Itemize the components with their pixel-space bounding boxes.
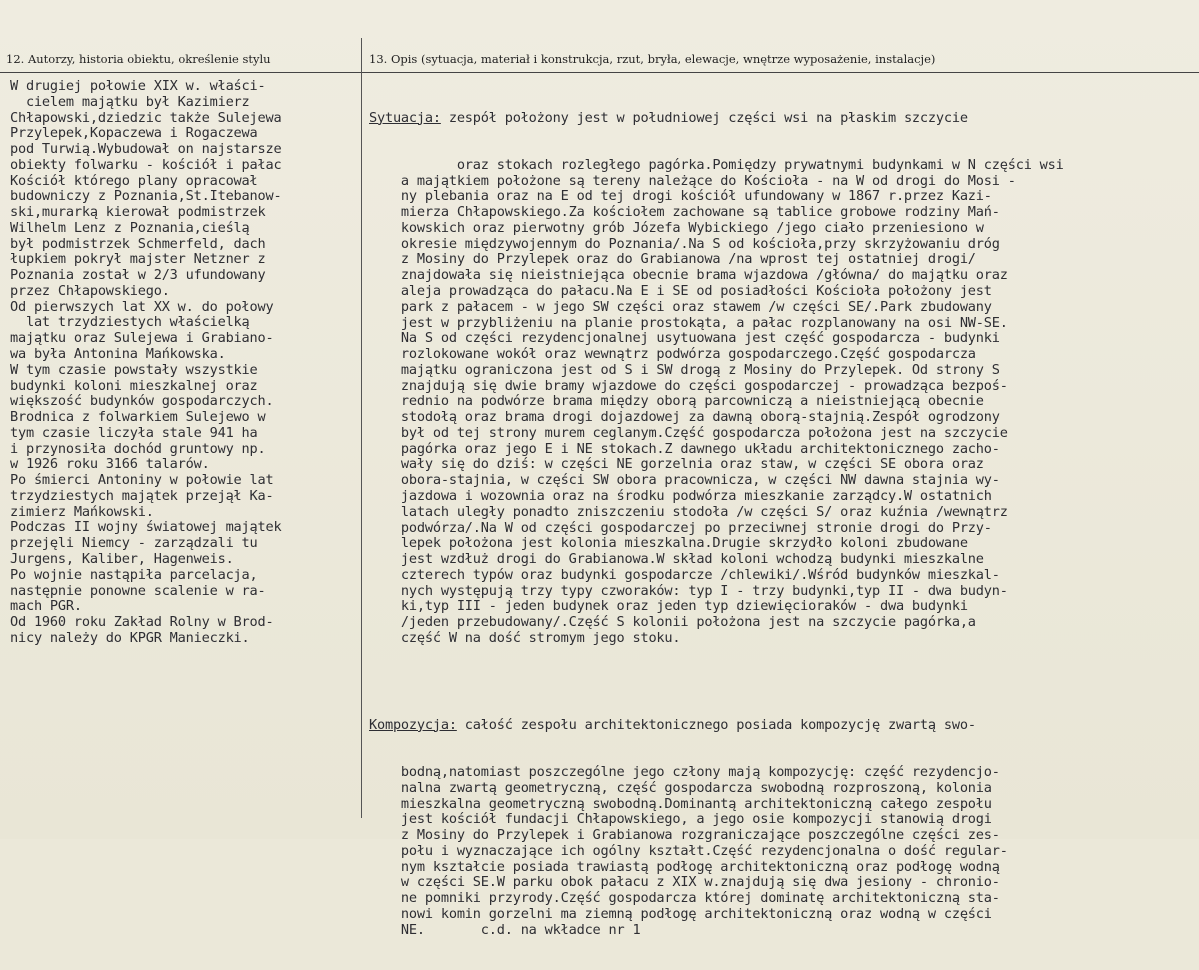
history-line: obiekty folwarku - kościół i pałac <box>10 156 282 173</box>
history-line: Od 1960 roku Zakład Rolny w Brod- <box>10 614 274 631</box>
section-13-header: 13. Opis (sytuacja, materiał i konstrukcja, rzut, bryła, elewacje, wnętrze wyposażenie, instalacje) <box>369 52 936 66</box>
history-line: przejęli Niemcy - zarządzali tu <box>10 535 258 552</box>
sytuacja-line: wały się do dziś: w części NE gorzelnia oraz staw, w części SE obora oraz <box>369 456 984 473</box>
sytuacja-line: był od tej strony murem ceglanym.Część gospodarcza położona jest na szczycie <box>369 424 1008 441</box>
history-line: trzydziestych majątek przejął Ka- <box>10 487 274 504</box>
sytuacja-line: Na S od części rezydencjonalnej usytuowana jest część gospodarcza - budynki <box>369 330 1000 347</box>
history-line: W drugiej połowie XIX w. właści- <box>10 78 266 94</box>
kompozycja-line: nowi komin gorzelni ma ziemną podłogę architektoniczną oraz wodną w części <box>369 905 992 922</box>
history-column <box>10 79 362 647</box>
sytuacja-text <box>369 158 1199 647</box>
header-divider <box>0 72 1199 73</box>
kompozycja-line: nym kształcie posiada trawiastą podłogę architektoniczną oraz podłogę wodną <box>369 858 1000 875</box>
section-12-header: 12. Autorzy, historia obiektu, określenie stylu <box>6 52 271 66</box>
kompozycja-line: nalna zwartą geometryczną, część gospodarcza swobodną rozproszoną, kolonia <box>369 779 992 796</box>
section-gap <box>369 678 1199 686</box>
history-line: następnie ponowne scalenie w ra- <box>10 582 266 599</box>
history-line: wa była Antonina Mańkowska. <box>10 346 226 363</box>
kompozycja-line: mieszkalna geometryczną swobodną.Dominantą architektoniczną całego zespołu <box>369 795 992 812</box>
history-line: Chłapowski,dziedzic także Sulejewa <box>10 109 282 126</box>
sytuacja-line: lepek położona jest kolonia mieszkalna.Drugie skrzydło koloni zbudowane <box>369 535 968 552</box>
history-line: był podmistrzek Schmerfeld, dach <box>10 235 266 252</box>
sytuacja-line: z Mosiny do Przylepek oraz do Grabianowa /na wprost tej ostatniej drogi/ <box>369 251 976 268</box>
sytuacja-line: znajdują się dwie bramy wjazdowe do części gospodarczej - prowadząca bezpoś- <box>369 377 1008 394</box>
sytuacja-line: kowskich oraz pierwotny grób Józefa Wybickiego /jego ciało przeniesiono w <box>369 219 984 236</box>
history-line: Od pierwszych lat XX w. do połowy <box>10 298 274 315</box>
sytuacja-line: rozlokowane wokół oraz wewnątrz podwórza gospodarczego.Część gospodarcza <box>369 346 976 363</box>
sytuacja-line: majątku ograniczona jest od S i SW drogą z Mosiny do Przylepek. Od strony S <box>369 361 1000 378</box>
history-line: Brodnica z folwarkiem Sulejewo w <box>10 409 266 426</box>
sytuacja-line: a majątkiem położone są tereny należące do Kościoła - na W od drogi do Mosi - <box>369 172 1016 189</box>
sytuacja-line: nych występują trzy typy czworaków: typ I - trzy budynki,typ II - dwa budyn- <box>369 582 1008 599</box>
sytuacja-line: jazdowa i wozownia oraz na środku podwórza mieszkanie zarządcy.W ostatnich <box>369 487 992 504</box>
sytuacja-line: część W na dość stromym jego stoku. <box>369 629 681 646</box>
sytuacja-line: oraz stokach rozległego pagórka.Pomiędzy prywatnymi budynkami w N części wsi <box>369 156 1064 173</box>
sytuacja-line: ny plebania oraz na E od tej drogi kościół ufundowany w 1867 r.przez Kazi- <box>369 188 992 205</box>
history-line: nicy należy do KPGR Manieczki. <box>10 629 250 646</box>
history-line: budowniczy z Poznania,St.Itebanow- <box>10 188 282 205</box>
kompozycja-first-text: całość zespołu architektonicznego posiada kompozycję zwartą swo- <box>456 716 976 733</box>
sytuacja-label: Sytuacja: <box>369 109 441 126</box>
history-line: przez Chłapowskiego. <box>10 282 170 299</box>
history-line: Wilhelm Lenz z Poznania,cieślą <box>10 219 250 236</box>
history-line: zimierz Mańkowski. <box>10 503 154 520</box>
sytuacja-line: okresie międzywojennym do Poznania/.Na S od kościoła,przy skrzyżowaniu dróg <box>369 235 1000 252</box>
kompozycja-line: ne pomniki przyrody.Część gospodarcza której dominatę architektoniczną sta- <box>369 890 1000 907</box>
kompozycja-line: bodną,natomiast poszczególne jego człony mają kompozycję: część rezydencjo- <box>369 764 1000 781</box>
history-line: majątku oraz Sulejewa i Grabiano- <box>10 330 274 347</box>
sytuacja-line: ki,typ III - jeden budynek oraz jeden typ dziewięcioraków - dwa budynki <box>369 598 968 615</box>
kompozycja-line: NE. c.d. na wkładce nr 1 <box>369 921 641 938</box>
history-line: tym czasie liczyła stale 941 ha <box>10 424 258 441</box>
history-line: Kościół którego plany opracował <box>10 172 258 189</box>
sytuacja-line: stodołą oraz brama drogi dojazdowej za dawną oborą-stajnią.Zespół ogrodzony <box>369 409 1000 426</box>
kompozycja-line: jest kościół fundacji Chłapowskiego, a jego osie kompozycji stanowią drogi <box>369 811 992 828</box>
history-line: i przynosiła dochód gruntowy np. <box>10 440 266 457</box>
kompozycja-line: połu i wyznaczające ich ogólny kształt.Część rezydencjonalna o dość regular- <box>369 842 1008 859</box>
history-line: Podczas II wojny światowej majątek <box>10 519 282 536</box>
sytuacja-line: czterech typów oraz budynki gospodarcze /chlewiki/.Wśród budynków mieszkal- <box>369 566 1000 583</box>
history-line: Przylepek,Kopaczewa i Rogaczewa <box>10 125 258 142</box>
history-line: większość budynków gospodarczych. <box>10 393 274 410</box>
kompozycja-line: z Mosiny do Przylepek i Grabianowa rozgraniczające poszczególne części zes- <box>369 827 1000 844</box>
sytuacja-line: pagórka oraz jego E i NE stokach.Z dawnego układu architektonicznego zacho- <box>369 440 1000 457</box>
sytuacja-line: mierza Chłapowskiego.Za kościołem zachowane są tablice grobowe rodziny Mań- <box>369 204 1000 221</box>
history-line: W tym czasie powstały wszystkie <box>10 361 258 378</box>
sytuacja-line: rednio na podwórze brama między oborą parcowniczą a nieistniejącą obecnie <box>369 393 984 410</box>
sytuacja-line: podwórza/.Na W od części gospodarczej po przeciwnej stronie drogi do Przy- <box>369 519 992 536</box>
sytuacja-line: jest wzdłuż drogi do Grabianowa.W skład koloni wchodzą budynki mieszkalne <box>369 551 984 568</box>
sytuacja-first-text: zespół położony jest w południowej części wsi na płaskim szczycie <box>440 109 968 126</box>
history-line: budynki koloni mieszkalnej oraz <box>10 377 258 394</box>
history-line: Po śmierci Antoniny w połowie lat <box>10 472 274 489</box>
sytuacja-line: park z pałacem - w jego SW części oraz stawem /w części SE/.Park zbudowany <box>369 298 992 315</box>
sytuacja-line: obora-stajnia, w części SW obora pracownicza, w części NW dawna stajnia wy- <box>369 472 1000 489</box>
sytuacja-line: znajdowała się nieistniejąca obecnie brama wjazdowa /główna/ do majątku oraz <box>369 267 1008 284</box>
history-line: mach PGR. <box>10 598 82 615</box>
kompozycja-text <box>369 765 1199 938</box>
sytuacja-line: latach uległy ponadto zniszczeniu stodoła /w części S/ oraz kuźnia /wewnątrz <box>369 503 1008 520</box>
history-line: lat trzydziestych właścielką <box>10 314 250 331</box>
sytuacja-line: aleja prowadząca do pałacu.Na E i SE od posiadłości Kościoła położony jest <box>369 283 992 300</box>
sytuacja-line: jest w przybliżeniu na planie prostokąta, a pałac rozplanowany na osi NW-SE. <box>369 314 1008 331</box>
history-line: w 1926 roku 3166 talarów. <box>10 456 210 473</box>
history-line: Jurgens, Kaliber, Hagenweis. <box>10 550 234 567</box>
history-line: cielem majątku był Kazimierz <box>10 93 250 110</box>
history-line: łupkiem pokrył majster Netzner z <box>10 251 266 268</box>
kompozycja-line: w części SE.W parku obok pałacu z XIX w.znajdują się dwa jesiony - chronio- <box>369 874 1000 891</box>
sytuacja-line: /jeden przebudowany/.Część S kolonii położona jest na szczycie pagórka,a <box>369 614 976 631</box>
history-line: Po wojnie nastąpiła parcelacja, <box>10 566 258 583</box>
kompozycja-label: Kompozycja: <box>369 716 457 733</box>
history-line: ski,murarką kierował podmistrzek <box>10 204 266 221</box>
history-line: pod Turwią.Wybudował on najstarsze <box>10 141 282 158</box>
description-column <box>369 79 1199 970</box>
history-line: Poznania został w 2/3 ufundowany <box>10 267 266 284</box>
kompozycja-first-line <box>369 718 1199 734</box>
sytuacja-first-line <box>369 111 1199 127</box>
